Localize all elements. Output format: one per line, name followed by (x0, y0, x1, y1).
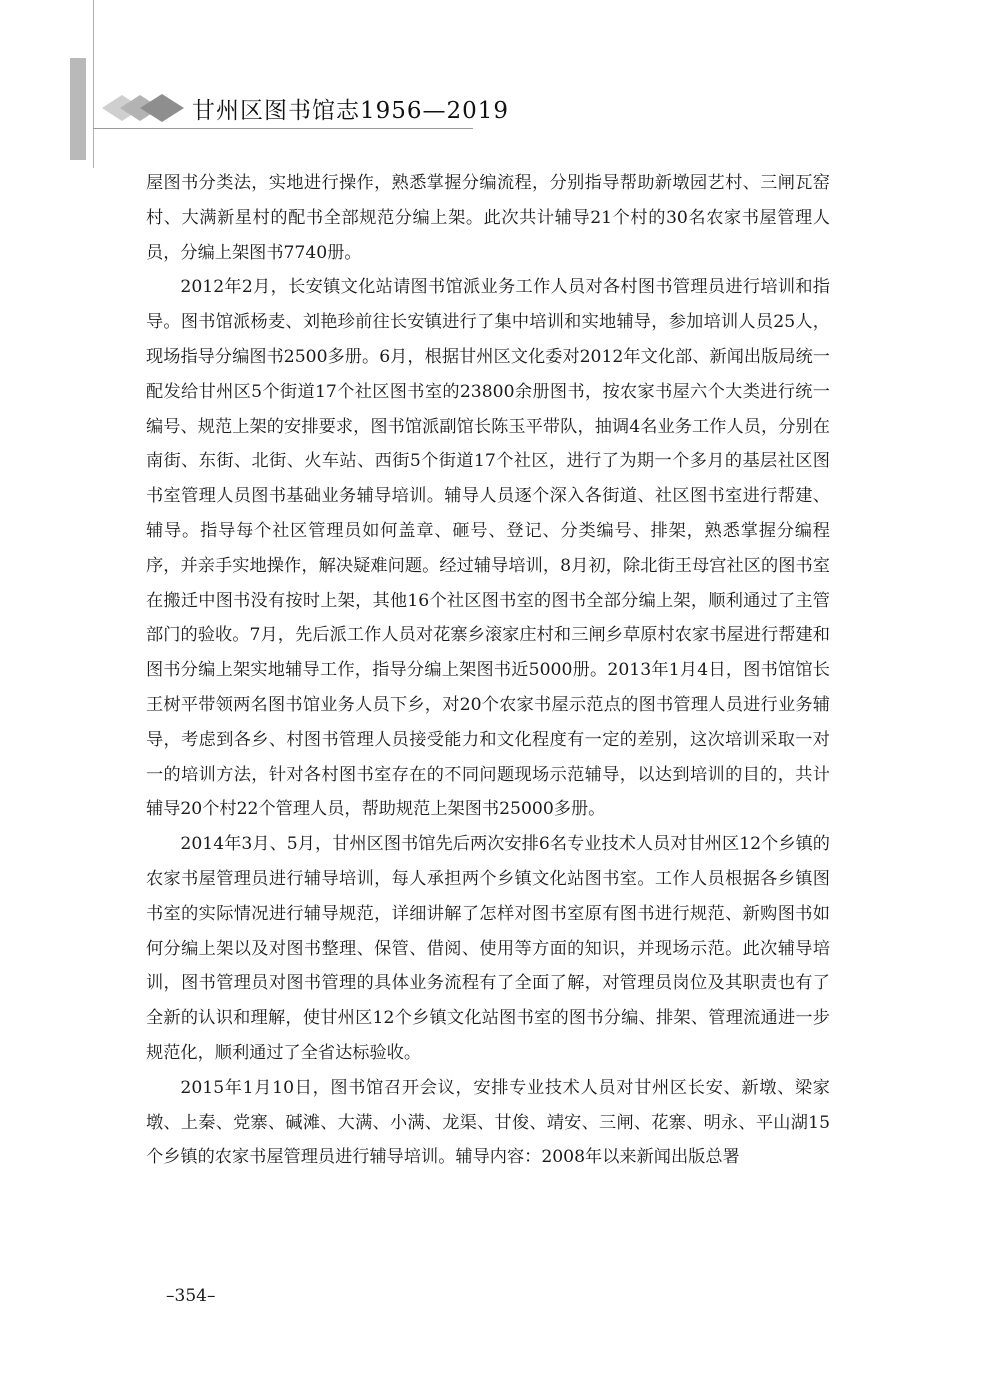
running-title: 甘州区图书馆志1956—2019 (192, 98, 510, 124)
page-number: –354– (166, 1286, 216, 1306)
body-text (146, 166, 830, 1175)
paragraph: 2014年3月、5月，甘州区图书馆先后两次安排6名专业技术人员对甘州区12个乡镇的农家书屋管理员进行辅导培训，每人承担两个乡镇文化站图书室。工作人员根据各乡镇图书室的实际情况进行辅导规范，详细讲解了怎样对图书室原有图书进行规范、新购图书如何分编上架以及对图书整理、保管、借阅、使用等方面的知识，并现场示范。此次辅导培训，图书管理员对图书管理的具体业务流程有了全面了解，对管理员岗位及其职责也有了全新的认识和理解，使甘州区12个乡镇文化站图书室的图书分编、排架、管理流通进一步规范化，顺利通过了全省达标验收。 (146, 834, 830, 1063)
header-diamond-ornament-icon (102, 92, 184, 124)
paragraph: 2015年1月10日，图书馆召开会议，安排专业技术人员对甘州区长安、新墩、梁家墩、上秦、党寨、碱滩、大满、小满、龙渠、甘俊、靖安、三闸、花寨、明永、平山湖15个乡镇的农家书屋管理员进行辅导培训。辅导内容：2008年以来新闻出版总署 (146, 1077, 830, 1168)
paragraph: 2012年2月，长安镇文化站请图书馆派业务工作人员对各村图书管理员进行培训和指导。图书馆派杨麦、刘艳珍前往长安镇进行了集中培训和实地辅导，参加培训人员25人，现场指导分编图书2500多册。6月，根据甘州区文化委对2012年文化部、新闻出版局统一配发给甘州区5个街道17个社区图书室的23800余册图书，按农家书屋六个大类进行统一编号、规范上架的安排要求，图书馆派副馆长陈玉平带队，抽调4名业务工作人员，分别在南街、东街、北街、火车站、西街5个街道17个社区，进行了为期一个多月的基层社区图书室管理人员图书基础业务辅导培训。辅导人员逐个深入各街道、社区图书室进行帮建、辅导。指导每个社区管理员如何盖章、砸号、登记、分类编号、排架，熟悉掌握分编程序，并亲手实地操作，解决疑难问题。经过辅导培训，8月初，除北街王母宫社区的图书室在搬迁中图书没有按时上架，其他16个社区图书室的图书全部分编上架，顺利通过了主管部门的验收。7月，先后派工作人员对花寨乡滚家庄村和三闸乡草原村农家书屋进行帮建和图书分编上架实地辅导工作，指导分编上架图书近5000册。2013年1月4日，图书馆馆长王树平带领两名图书馆业务人员下乡，对20个农家书屋示范点的图书管理人员进行业务辅导，考虑到各乡、村图书管理人员接受能力和文化程度有一定的差别，这次培训采取一对一的培训方法，针对各村图书室存在的不同问题现场示范辅导，以达到培训的目的，共计辅导20个村22个管理人员，帮助规范上架图书25000多册。 (146, 277, 830, 820)
paragraph-continued: 屋图书分类法，实地进行操作，熟悉掌握分编流程，分别指导帮助新墩园艺村、三闸瓦窑村、大满新星村的配书全部规范分编上架。此次共计辅导21个村的30名农家书屋管理人员，分编上架图书7740册。 (146, 173, 830, 263)
header-gray-bar (70, 58, 86, 160)
header-vertical-rule (93, 0, 94, 168)
header-horizontal-rule (93, 128, 473, 129)
